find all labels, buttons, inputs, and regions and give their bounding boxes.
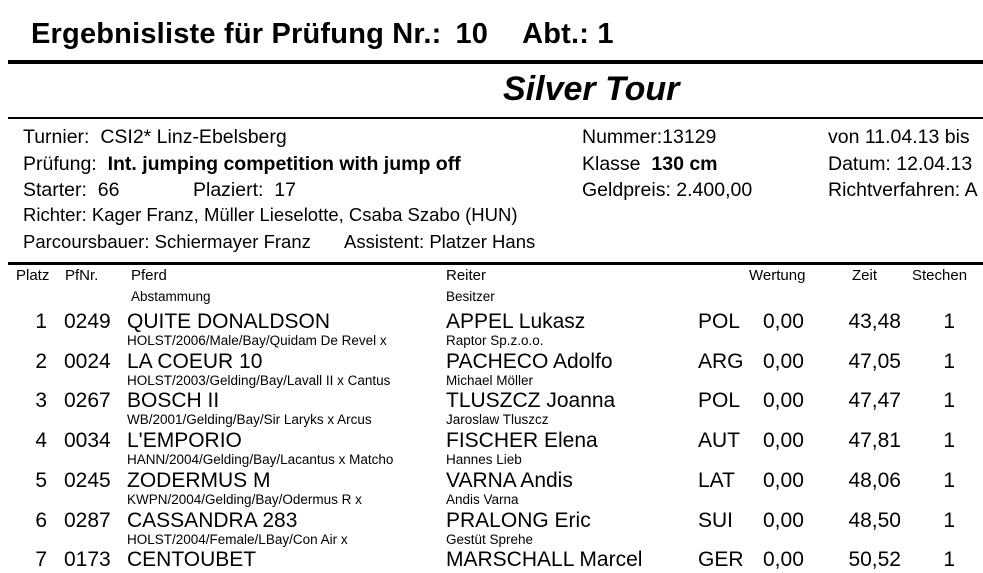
cell-abstammung: HOLST/2006/Male/Bay/Quidam De Revel x [127, 333, 387, 348]
cell-wertung: 0,00 [763, 548, 804, 571]
cell-wertung: 0,00 [763, 310, 804, 333]
cell-pferd: ZODERMUS M [127, 469, 271, 492]
col-zeit: Zeit [852, 267, 878, 284]
cell-abstammung: HANN/2004/Gelding/Bay/Lacantus x Matcho [127, 452, 394, 467]
nummer-line [582, 126, 716, 149]
cell-platz: 6 [35, 509, 47, 532]
cell-platz: 5 [35, 469, 47, 492]
cell-reiter: VARNA Andis [446, 469, 573, 492]
cell-nation: SUI [698, 509, 734, 532]
cell-nation: POL [698, 310, 741, 333]
plaziert-value: 17 [274, 179, 296, 201]
datum-line: Datum: 12.04.13 [828, 153, 973, 175]
cell-stechen: 1 [943, 310, 955, 333]
cell-besitzer: Andis Varna [446, 492, 519, 507]
cell-platz: 2 [35, 350, 47, 373]
cell-pferd: CASSANDRA 283 [127, 509, 298, 532]
nummer-label: Nummer: [582, 126, 663, 148]
cell-zeit: 47,81 [848, 429, 901, 452]
cell-besitzer: Jaroslaw Tluszcz [446, 412, 549, 427]
cell-abstammung: KWPN/2004/Gelding/Bay/Odermus R x [127, 492, 362, 507]
col-stechen: Stechen [912, 267, 968, 284]
cell-pferd: BOSCH II [127, 389, 220, 412]
cell-stechen: 1 [943, 429, 955, 452]
cell-besitzer: Raptor Sp.z.o.o. [446, 333, 544, 348]
cell-platz: 1 [35, 310, 47, 333]
klasse-label: Klasse [582, 153, 641, 175]
cell-pfnr: 0245 [64, 469, 111, 492]
cell-zeit: 48,50 [848, 509, 901, 532]
cell-stechen: 1 [943, 350, 955, 373]
cell-pfnr: 0267 [64, 389, 111, 412]
richtverfahren-line: Richtverfahren: A [828, 179, 978, 201]
col-reiter: Reiter [446, 267, 487, 284]
cell-zeit: 43,48 [848, 310, 901, 333]
klasse-line [582, 153, 718, 176]
col-besitzer: Besitzer [446, 289, 495, 304]
cell-pfnr: 0249 [64, 310, 111, 333]
cell-besitzer: Michael Möller [446, 373, 534, 388]
table-divider [8, 262, 983, 265]
cell-zeit: 47,05 [848, 350, 901, 373]
cell-abstammung: WB/2001/Gelding/Bay/Sir Laryks x Arcus [127, 412, 372, 427]
assistent-line: Assistent: Platzer Hans [344, 231, 536, 252]
col-wertung: Wertung [749, 267, 806, 284]
nummer-value: 13129 [662, 126, 717, 148]
cell-stechen: 1 [943, 469, 955, 492]
cell-zeit: 48,06 [848, 469, 901, 492]
cell-reiter: FISCHER Elena [446, 429, 598, 452]
exam-number: 10 [455, 18, 489, 50]
cell-nation: GER [698, 548, 744, 571]
parcoursbauer-line: Parcoursbauer: Schiermayer Franz [23, 231, 311, 252]
cell-besitzer: Hannes Lieb [446, 452, 522, 467]
cell-zeit: 50,52 [848, 548, 901, 571]
pruefung-value: Int. jumping competition with jump off [107, 153, 461, 175]
plaziert-label: Plaziert: [193, 179, 264, 201]
von-line: von 11.04.13 bis [828, 126, 970, 148]
col-pfnr: PfNr. [65, 267, 99, 284]
cell-stechen: 1 [943, 389, 955, 412]
cell-wertung: 0,00 [763, 469, 804, 492]
cell-reiter: APPEL Lukasz [446, 310, 586, 333]
cell-zeit: 47,47 [848, 389, 901, 412]
col-abstammung: Abstammung [131, 289, 211, 304]
cell-pfnr: 0034 [64, 429, 111, 452]
cell-reiter: TLUSZCZ Joanna [446, 389, 616, 412]
geldpreis-line: Geldpreis: 2.400,00 [582, 179, 753, 201]
cell-nation: AUT [698, 429, 740, 452]
col-platz: Platz [16, 267, 50, 284]
cell-platz: 4 [35, 429, 47, 452]
cell-wertung: 0,00 [763, 350, 804, 373]
title-prefix: Ergebnisliste für Prüfung Nr.: [31, 18, 442, 50]
division: Abt.: 1 [522, 18, 614, 50]
pruefung-line [23, 153, 461, 176]
cell-pfnr: 0287 [64, 509, 111, 532]
cell-platz: 3 [35, 389, 47, 412]
cell-wertung: 0,00 [763, 389, 804, 412]
cell-pferd: QUITE DONALDSON [127, 310, 331, 333]
info-divider-top [8, 117, 983, 119]
cell-reiter: PRALONG Eric [446, 509, 591, 532]
cell-reiter: MARSCHALL Marcel [446, 548, 643, 571]
cell-pfnr: 0173 [64, 548, 111, 571]
cell-abstammung: HOLST/2004/Female/LBay/Con Air x [127, 532, 348, 547]
title-divider [8, 60, 983, 64]
pruefung-label: Prüfung: [23, 153, 97, 175]
cell-wertung: 0,00 [763, 509, 804, 532]
cell-nation: POL [698, 389, 741, 412]
subtitle: Silver Tour [503, 70, 680, 108]
cell-stechen: 1 [943, 509, 955, 532]
turnier-line [23, 126, 287, 149]
starter-label: Starter: [23, 179, 87, 201]
turnier-label: Turnier: [23, 126, 90, 148]
cell-abstammung: HOLST/2003/Gelding/Bay/Lavall II x Cantus [127, 373, 391, 388]
page-title [31, 18, 614, 51]
plaziert-line [193, 179, 296, 202]
col-pferd: Pferd [131, 267, 167, 284]
starter-value: 66 [97, 179, 120, 201]
starter-line [23, 179, 119, 202]
cell-stechen: 1 [943, 548, 955, 571]
cell-besitzer: Gestüt Sprehe [446, 532, 534, 547]
klasse-value: 130 cm [651, 153, 718, 175]
cell-reiter: PACHECO Adolfo [446, 350, 613, 373]
cell-pferd: L'EMPORIO [127, 429, 242, 452]
cell-pferd: LA COEUR 10 [127, 350, 263, 373]
cell-pfnr: 0024 [64, 350, 111, 373]
cell-pferd: CENTOUBET [127, 548, 257, 571]
cell-nation: LAT [698, 469, 735, 492]
richter-line: Richter: Kager Franz, Müller Lieselotte, Csaba Szabo (HUN) [23, 204, 518, 225]
cell-wertung: 0,00 [763, 429, 804, 452]
cell-nation: ARG [698, 350, 744, 373]
turnier-value: CSI2* Linz-Ebelsberg [100, 126, 287, 148]
cell-platz: 7 [35, 548, 47, 571]
